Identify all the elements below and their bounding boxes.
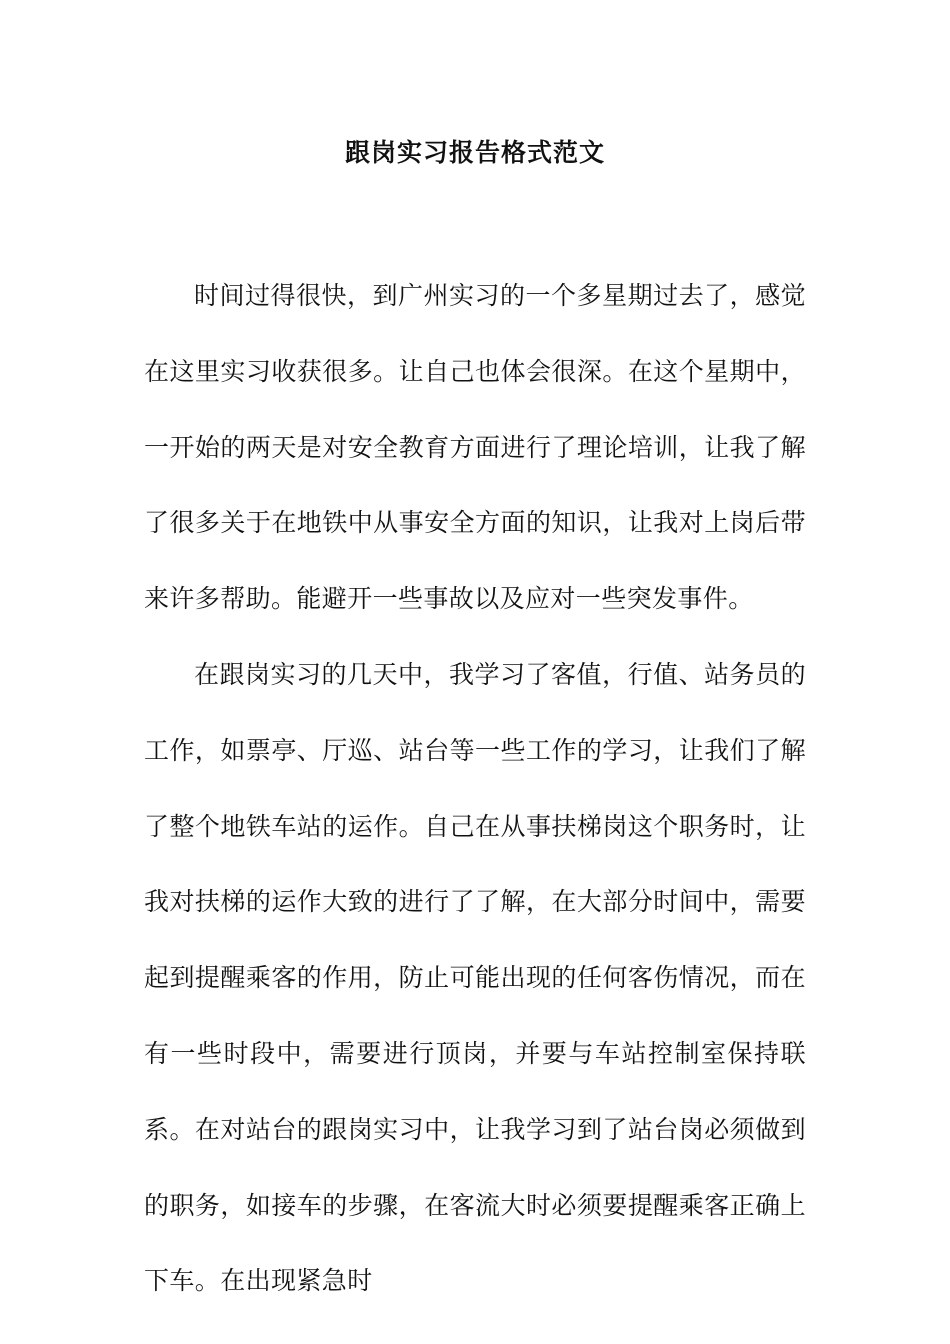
paragraph-2: 在跟岗实习的几天中，我学习了客值，行值、站务员的工作，如票亭、厅巡、站台等一些工作的学习，让我们了解了整个地铁车站的运作。自己在从事扶梯岗这个职务时，让我对扶梯的运作大致的进行了了解，在大部分时间中，需要起到提醒乘客的作用，防止可能出现的任何客伤情况，而在有一些时段中，需要进行顶岗，并要与车站控制室保持联系。在对站台的跟岗实习中，让我学习到了站台岗必须做到的职务，如接车的步骤，在客流大时必须要提醒乘客正确上下车。在出现紧急时 xyxy=(144,659,806,1296)
document-body xyxy=(144,258,806,1319)
document-title: 跟岗实习报告格式范文 xyxy=(344,138,605,167)
paragraph-1: 时间过得很快，到广州实习的一个多星期过去了，感觉在这里实习收获很多。让自己也体会很深。在这个星期中，一开始的两天是对安全教育方面进行了理论培训，让我了解了很多关于在地铁中从事安全方面的知识，让我对上岗后带来许多帮助。能避开一些事故以及应对一些突发事件。 xyxy=(144,281,806,614)
